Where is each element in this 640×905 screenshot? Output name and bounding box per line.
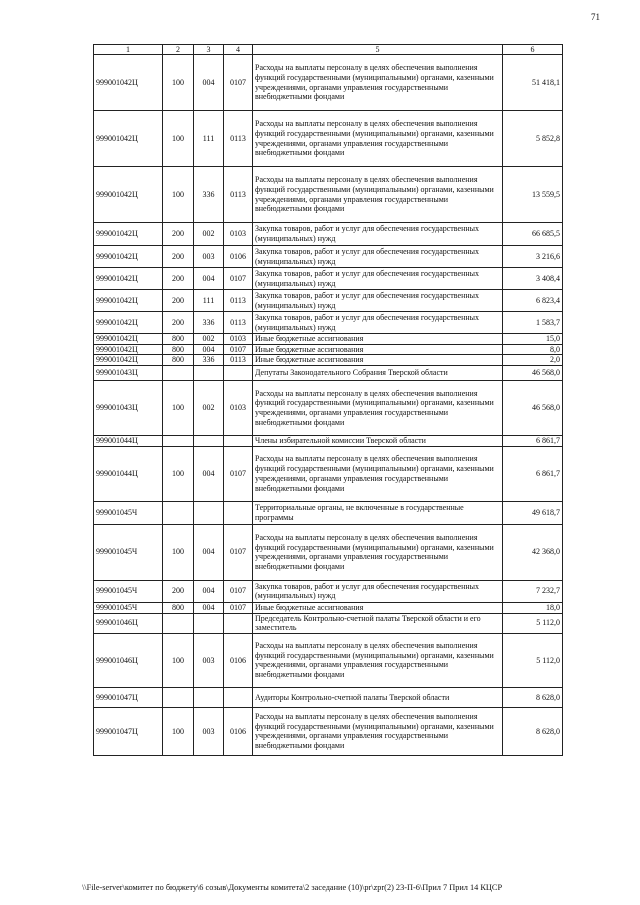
section-code-cell xyxy=(224,436,253,447)
amount-cell: 51 418,1 xyxy=(503,55,563,111)
department-code-cell: 002 xyxy=(194,223,224,246)
table-row xyxy=(94,366,563,381)
target-code-cell: 999001047Ц xyxy=(94,687,163,707)
section-code-cell: 0113 xyxy=(224,167,253,223)
target-code-cell: 999001046Ц xyxy=(94,633,163,687)
header-col-2: 2 xyxy=(163,45,194,55)
table-row xyxy=(94,707,563,755)
table-row xyxy=(94,290,563,312)
table-row xyxy=(94,55,563,111)
target-code-cell: 999001044Ц xyxy=(94,436,163,447)
amount-cell: 8 628,0 xyxy=(503,707,563,755)
header-col-5: 5 xyxy=(253,45,503,55)
table-row xyxy=(94,381,563,436)
target-code-cell: 999001042Ц xyxy=(94,355,163,366)
section-code-cell: 0113 xyxy=(224,111,253,167)
table-row xyxy=(94,268,563,290)
section-code-cell: 0106 xyxy=(224,633,253,687)
section-code-cell: 0113 xyxy=(224,290,253,312)
section-code-cell xyxy=(224,687,253,707)
target-code-cell: 999001042Ц xyxy=(94,334,163,345)
amount-cell: 46 568,0 xyxy=(503,381,563,436)
amount-cell: 5 852,8 xyxy=(503,111,563,167)
expense-type-cell xyxy=(163,613,194,633)
department-code-cell xyxy=(194,501,224,524)
table-body xyxy=(94,55,563,756)
table-row xyxy=(94,355,563,366)
target-code-cell: 999001042Ц xyxy=(94,55,163,111)
expense-type-cell: 100 xyxy=(163,167,194,223)
amount-cell: 8 628,0 xyxy=(503,687,563,707)
description-cell: Закупка товаров, работ и услуг для обеспечения государственных (муниципальных) нужд xyxy=(253,223,503,246)
target-code-cell: 999001044Ц xyxy=(94,446,163,501)
amount-cell: 66 685,5 xyxy=(503,223,563,246)
description-cell: Расходы на выплаты персоналу в целях обеспечения выполнения функций государственными (муниципальными) органами, казенными учреждениями, органами управления государственными внебюджетными фондами xyxy=(253,707,503,755)
section-code-cell xyxy=(224,501,253,524)
amount-cell: 15,0 xyxy=(503,334,563,345)
section-code-cell: 0107 xyxy=(224,344,253,355)
expense-type-cell: 100 xyxy=(163,524,194,580)
department-code-cell xyxy=(194,613,224,633)
department-code-cell: 004 xyxy=(194,446,224,501)
expense-type-cell: 200 xyxy=(163,580,194,602)
department-code-cell: 111 xyxy=(194,290,224,312)
section-code-cell: 0106 xyxy=(224,707,253,755)
amount-cell: 13 559,5 xyxy=(503,167,563,223)
department-code-cell xyxy=(194,687,224,707)
section-code-cell: 0103 xyxy=(224,223,253,246)
department-code-cell: 336 xyxy=(194,167,224,223)
page-number: 71 xyxy=(591,12,600,22)
section-code-cell: 0113 xyxy=(224,355,253,366)
expense-type-cell: 200 xyxy=(163,290,194,312)
department-code-cell: 003 xyxy=(194,633,224,687)
section-code-cell: 0106 xyxy=(224,246,253,268)
description-cell: Закупка товаров, работ и услуг для обеспечения государственных (муниципальных) нужд xyxy=(253,312,503,334)
section-code-cell: 0107 xyxy=(224,602,253,613)
department-code-cell: 004 xyxy=(194,602,224,613)
department-code-cell: 004 xyxy=(194,344,224,355)
department-code-cell: 004 xyxy=(194,524,224,580)
section-code-cell: 0107 xyxy=(224,524,253,580)
table-row xyxy=(94,223,563,246)
department-code-cell: 004 xyxy=(194,580,224,602)
description-cell: Закупка товаров, работ и услуг для обеспечения государственных (муниципальных) нужд xyxy=(253,290,503,312)
table-row xyxy=(94,344,563,355)
amount-cell: 6 861,7 xyxy=(503,446,563,501)
target-code-cell: 999001047Ц xyxy=(94,707,163,755)
header-col-4: 4 xyxy=(224,45,253,55)
description-cell: Закупка товаров, работ и услуг для обеспечения государственных (муниципальных) нужд xyxy=(253,246,503,268)
expense-type-cell: 100 xyxy=(163,55,194,111)
description-cell: Расходы на выплаты персоналу в целях обеспечения выполнения функций государственными (муниципальными) органами, казенными учреждениями, органами управления государственными внебюджетными фондами xyxy=(253,381,503,436)
budget-table xyxy=(93,44,563,756)
department-code-cell xyxy=(194,436,224,447)
table-row xyxy=(94,111,563,167)
section-code-cell: 0113 xyxy=(224,312,253,334)
target-code-cell: 999001042Ц xyxy=(94,223,163,246)
expense-type-cell: 800 xyxy=(163,602,194,613)
target-code-cell: 999001042Ц xyxy=(94,111,163,167)
section-code-cell: 0103 xyxy=(224,334,253,345)
table-row xyxy=(94,436,563,447)
expense-type-cell: 200 xyxy=(163,223,194,246)
target-code-cell: 999001046Ц xyxy=(94,613,163,633)
expense-type-cell xyxy=(163,687,194,707)
target-code-cell: 999001042Ц xyxy=(94,290,163,312)
description-cell: Председатель Контрольно-счетной палаты Тверской области и его заместитель xyxy=(253,613,503,633)
target-code-cell: 999001045Ч xyxy=(94,602,163,613)
section-code-cell: 0107 xyxy=(224,268,253,290)
amount-cell: 46 568,0 xyxy=(503,366,563,381)
department-code-cell: 111 xyxy=(194,111,224,167)
table-row xyxy=(94,580,563,602)
department-code-cell: 336 xyxy=(194,355,224,366)
amount-cell: 2,0 xyxy=(503,355,563,366)
expense-type-cell: 100 xyxy=(163,381,194,436)
amount-cell: 18,0 xyxy=(503,602,563,613)
section-code-cell: 0107 xyxy=(224,55,253,111)
target-code-cell: 999001042Ц xyxy=(94,268,163,290)
section-code-cell xyxy=(224,366,253,381)
header-col-3: 3 xyxy=(194,45,224,55)
header-col-6: 6 xyxy=(503,45,563,55)
expense-type-cell: 100 xyxy=(163,707,194,755)
amount-cell: 42 368,0 xyxy=(503,524,563,580)
description-cell: Аудиторы Контрольно-счетной палаты Тверской области xyxy=(253,687,503,707)
table-row xyxy=(94,334,563,345)
description-cell: Члены избирательной комиссии Тверской области xyxy=(253,436,503,447)
target-code-cell: 999001042Ц xyxy=(94,312,163,334)
section-code-cell: 0103 xyxy=(224,381,253,436)
description-cell: Территориальные органы, не включенные в государственные программы xyxy=(253,501,503,524)
department-code-cell xyxy=(194,366,224,381)
target-code-cell: 999001043Ц xyxy=(94,366,163,381)
expense-type-cell xyxy=(163,501,194,524)
description-cell: Иные бюджетные ассигнования xyxy=(253,344,503,355)
description-cell: Расходы на выплаты персоналу в целях обеспечения выполнения функций государственными (муниципальными) органами, казенными учреждениями, органами управления государственными внебюджетными фондами xyxy=(253,111,503,167)
section-code-cell xyxy=(224,613,253,633)
section-code-cell: 0107 xyxy=(224,580,253,602)
table-row xyxy=(94,633,563,687)
header-col-1: 1 xyxy=(94,45,163,55)
file-path-footer: \\File-server\комитет по бюджету\6 созыв\Документы комитета\2 заседание (10)\pr\zpr(2) 23-П-6\Прил 7 Прил 14 КЦСР xyxy=(82,883,503,892)
table-row xyxy=(94,687,563,707)
description-cell: Расходы на выплаты персоналу в целях обеспечения выполнения функций государственными (муниципальными) органами, казенными учреждениями, органами управления государственными внебюджетными фондами xyxy=(253,167,503,223)
table-row xyxy=(94,602,563,613)
table-row xyxy=(94,167,563,223)
amount-cell: 3 216,6 xyxy=(503,246,563,268)
department-code-cell: 003 xyxy=(194,246,224,268)
table-row xyxy=(94,446,563,501)
description-cell: Закупка товаров, работ и услуг для обеспечения государственных (муниципальных) нужд xyxy=(253,580,503,602)
target-code-cell: 999001045Ч xyxy=(94,501,163,524)
department-code-cell: 003 xyxy=(194,707,224,755)
expense-type-cell: 800 xyxy=(163,355,194,366)
expense-type-cell xyxy=(163,366,194,381)
department-code-cell: 004 xyxy=(194,55,224,111)
target-code-cell: 999001045Ч xyxy=(94,524,163,580)
amount-cell: 6 861,7 xyxy=(503,436,563,447)
description-cell: Закупка товаров, работ и услуг для обеспечения государственных (муниципальных) нужд xyxy=(253,268,503,290)
table-row xyxy=(94,246,563,268)
amount-cell: 3 408,4 xyxy=(503,268,563,290)
amount-cell: 49 618,7 xyxy=(503,501,563,524)
amount-cell: 1 583,7 xyxy=(503,312,563,334)
department-code-cell: 336 xyxy=(194,312,224,334)
department-code-cell: 002 xyxy=(194,381,224,436)
description-cell: Иные бюджетные ассигнования xyxy=(253,602,503,613)
target-code-cell: 999001045Ч xyxy=(94,580,163,602)
amount-cell: 6 823,4 xyxy=(503,290,563,312)
expense-type-cell: 100 xyxy=(163,446,194,501)
target-code-cell: 999001042Ц xyxy=(94,246,163,268)
description-cell: Расходы на выплаты персоналу в целях обеспечения выполнения функций государственными (муниципальными) органами, казенными учреждениями, органами управления государственными внебюджетными фондами xyxy=(253,446,503,501)
expense-type-cell: 200 xyxy=(163,312,194,334)
amount-cell: 8,0 xyxy=(503,344,563,355)
description-cell: Расходы на выплаты персоналу в целях обеспечения выполнения функций государственными (муниципальными) органами, казенными учреждениями, органами управления государственными внебюджетными фондами xyxy=(253,524,503,580)
amount-cell: 5 112,0 xyxy=(503,613,563,633)
table-header xyxy=(94,45,563,55)
description-cell: Расходы на выплаты персоналу в целях обеспечения выполнения функций государственными (муниципальными) органами, казенными учреждениями, органами управления государственными внебюджетными фондами xyxy=(253,633,503,687)
target-code-cell: 999001043Ц xyxy=(94,381,163,436)
amount-cell: 7 232,7 xyxy=(503,580,563,602)
description-cell: Расходы на выплаты персоналу в целях обеспечения выполнения функций государственными (муниципальными) органами, казенными учреждениями, органами управления государственными внебюджетными фондами xyxy=(253,55,503,111)
description-cell: Депутаты Законодательного Собрания Тверской области xyxy=(253,366,503,381)
expense-type-cell: 200 xyxy=(163,268,194,290)
expense-type-cell: 800 xyxy=(163,344,194,355)
header-row xyxy=(94,45,563,55)
table-row xyxy=(94,501,563,524)
description-cell: Иные бюджетные ассигнования xyxy=(253,355,503,366)
expense-type-cell xyxy=(163,436,194,447)
target-code-cell: 999001042Ц xyxy=(94,167,163,223)
amount-cell: 5 112,0 xyxy=(503,633,563,687)
target-code-cell: 999001042Ц xyxy=(94,344,163,355)
section-code-cell: 0107 xyxy=(224,446,253,501)
description-cell: Иные бюджетные ассигнования xyxy=(253,334,503,345)
department-code-cell: 004 xyxy=(194,268,224,290)
table-row xyxy=(94,524,563,580)
expense-type-cell: 800 xyxy=(163,334,194,345)
table-row xyxy=(94,312,563,334)
table-row xyxy=(94,613,563,633)
expense-type-cell: 100 xyxy=(163,111,194,167)
expense-type-cell: 100 xyxy=(163,633,194,687)
department-code-cell: 002 xyxy=(194,334,224,345)
expense-type-cell: 200 xyxy=(163,246,194,268)
